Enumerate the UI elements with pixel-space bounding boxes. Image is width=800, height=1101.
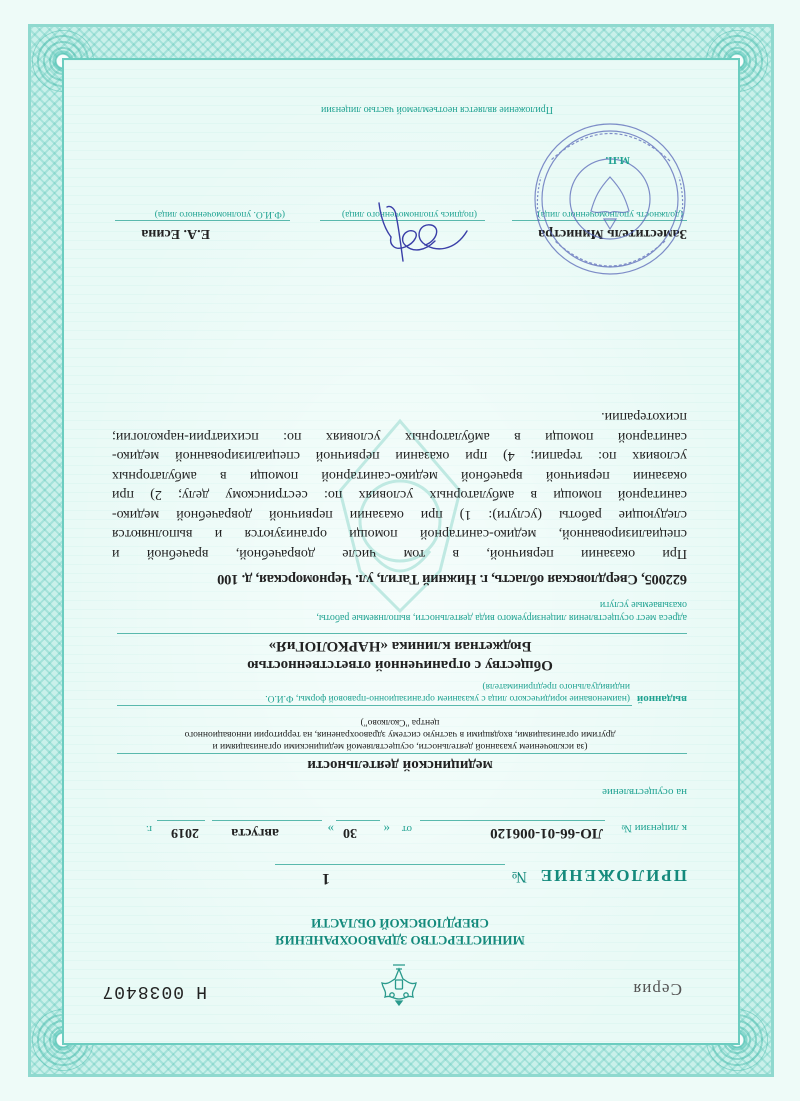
month-line [212, 820, 322, 821]
blank-number: 0038407 [101, 981, 184, 1001]
license-number-line [420, 820, 605, 821]
appendix-number-line [275, 864, 505, 865]
activity-note-line3: центра "Сколково") [360, 717, 440, 727]
license-number-label: к лицензии № [621, 822, 687, 834]
issued-caption-line1: (наименование юридического лица с указанием организационно-правовой формы, Ф.И.О. [265, 693, 630, 703]
services-line: санитарной помощи в амбулаторных условиях по: сестринскому делу; 2) при [112, 487, 687, 503]
ministry-name-line2: СВЕРДЛОВСКОЙ ОБЛАСТИ [311, 916, 489, 931]
services-line: оказании первичной врачебной медико-санитарной помощи в амбулаторных [112, 468, 687, 483]
address-caption-line2: оказываемые услуги [599, 599, 687, 610]
signature-caption: (подпись уполномоченного лица) [341, 209, 477, 219]
day-line [336, 820, 380, 821]
services-line: При оказании первичной, в том числе доврачебной, врачебной и [112, 546, 687, 561]
services-line: специализированной, медико-санитарной помощи организуются и выполняются [112, 526, 687, 542]
services-line: санитарной помощи в амбулаторных условиях по: психиатрии-наркологии; [112, 429, 687, 444]
ministry-name-line1: МИНИСТЕРСТВО ЗДРАВООХРАНЕНИЯ [275, 933, 525, 948]
organization-name-line1: Обществу с ограниченной ответственностью [247, 657, 553, 673]
year-line [157, 820, 205, 821]
activity-note-line1: (за исключением указанной деятельности, осуществляемой медицинскими организациями и [212, 741, 588, 751]
activity-label: на осуществление [602, 786, 687, 798]
activity-line [117, 753, 687, 754]
organization-line [117, 633, 687, 634]
license-year: 2019 [171, 825, 199, 840]
issued-label: выданной [636, 693, 687, 705]
signatory-name: Е.А. Есина [141, 226, 210, 241]
appendix-number-sign: № [511, 868, 527, 885]
official-stamp [525, 116, 695, 281]
issued-line [117, 705, 632, 706]
date-from-label: от [401, 823, 412, 835]
date-quote-open: « [383, 822, 390, 837]
activity-title: медицинской деятельности [307, 757, 493, 773]
license-month: августа [231, 825, 279, 840]
activity-address: 622005, Свердловская область, г. Нижний Тагил, ул. Черноморская, д. 100 [217, 571, 687, 587]
issued-caption-line2: индивидуального предпринимателя) [482, 681, 630, 691]
position-caption: (должность уполномоченного лица) [537, 209, 683, 219]
services-last-line: психотерапии. [601, 409, 687, 425]
signatory-position: Заместитель Министра [538, 226, 687, 241]
year-suffix: г. [145, 823, 152, 835]
series-letter: Н [196, 981, 207, 1001]
license-day: 30 [343, 825, 357, 840]
coat-of-arms-icon [379, 963, 419, 1009]
name-caption: (Ф.И.О. уполномоченного лица) [154, 209, 285, 219]
handwritten-signature [370, 196, 475, 281]
series-label: Серия [632, 980, 682, 999]
appendix-footnote: Приложение является неотъемлемой частью лицензии [321, 104, 553, 115]
license-number: ЛО-66-01-006120 [490, 825, 603, 841]
services-line: условиях по: терапии; 4) при оказании первичной специализированной медико- [112, 448, 687, 464]
appendix-number: 1 [322, 870, 330, 887]
stamp-place-label: М.П. [605, 154, 630, 166]
services-text [112, 407, 687, 563]
activity-note-line2: другими организациями, входящими в частную систему здравоохранения, на территории инновационного [184, 729, 616, 739]
services-line: следующие работы (услуги): 1) при оказании первичной доврачебной медико- [112, 507, 687, 522]
name-line [115, 220, 290, 221]
date-quote-close: » [327, 822, 334, 837]
appendix-title: ПРИЛОЖЕНИЕ [538, 866, 687, 885]
address-caption-line1: адреса мест осуществления лицензируемого вида деятельности, выполняемые работы, [316, 612, 687, 623]
organization-name-line2: Бюджетная клиника «НАРКОЛОГиЯ» [268, 638, 532, 654]
